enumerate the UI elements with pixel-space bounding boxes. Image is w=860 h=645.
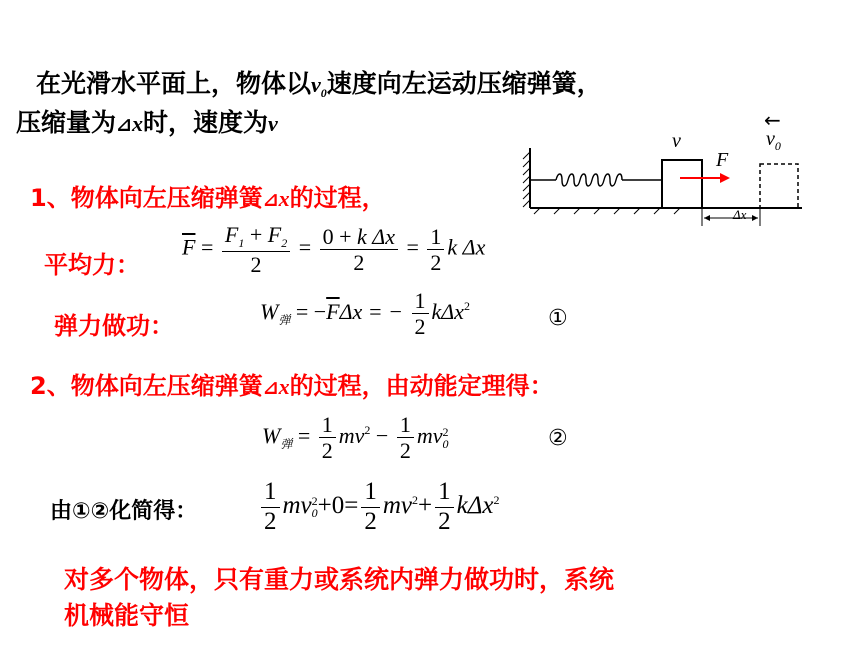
step1-heading: 1、物体向左压缩弹簧⊿x的过程， bbox=[30, 184, 386, 212]
spring-coil bbox=[556, 174, 622, 186]
avg-force-label: 平均力： bbox=[44, 251, 140, 279]
marker-1: ① bbox=[548, 306, 568, 331]
spring-work-equation: $W_弹 = -\overline{F}\Delta x$ = − $\frac{1}{2}$ kΔx$^2$ bbox=[260, 288, 470, 340]
intro-line-2 bbox=[16, 103, 278, 139]
intro-text-a: 在光滑水平面上，物体以 bbox=[36, 69, 312, 98]
diagram-arrow-left: ← bbox=[764, 108, 781, 132]
simplified-equation: $\frac{1}{2}$ mv 2 0 +0= $\frac{1}{2}$ $mv^2+$ $\frac{1}{2}$ kΔx$^2$ bbox=[258, 478, 500, 537]
work-energy-equation: $W_弹$ = $\frac{1}{2}$ $mv^2$ − $\frac{1}{2}$ mv 2 0 bbox=[262, 412, 449, 464]
intro-text-d: 时，速度为 bbox=[142, 108, 268, 137]
diagram-label-v: v bbox=[672, 130, 681, 152]
x-symbol: x bbox=[131, 111, 143, 136]
conclusion-line-2: 机械能守恒 bbox=[64, 601, 190, 630]
intro-text-b: 速度向左运动压缩弹簧， bbox=[326, 69, 602, 98]
simplify-label: 由①②化简得： bbox=[50, 499, 198, 524]
delta-symbol: ⊿ bbox=[116, 114, 132, 136]
intro-line-1 bbox=[36, 64, 602, 101]
conclusion-line-1: 对多个物体，只有重力或系统内弹力做功时，系统 bbox=[64, 565, 615, 594]
step2-heading: 2、物体向左压缩弹簧⊿x的过程，由动能定理得： bbox=[30, 372, 554, 400]
block bbox=[662, 160, 702, 208]
v0-symbol: $v_0$ bbox=[311, 72, 327, 100]
diagram-label-v0: $v_0$ bbox=[766, 128, 781, 153]
avg-force-equation: $\overline{F}$ = $\frac{F_1 + F_2}{2}$ = $\frac{\text{0 + k Δx}}{2}$ = $\frac{1}{2}$ k Δx bbox=[182, 222, 486, 277]
intro-text-c: 压缩量为 bbox=[16, 108, 117, 137]
spring-work-label: 弹力做功： bbox=[54, 312, 174, 340]
diagram-label-F: F bbox=[716, 149, 729, 171]
v-symbol: v bbox=[267, 111, 278, 136]
dashed-block bbox=[760, 164, 798, 208]
marker-2: ② bbox=[548, 426, 568, 451]
diagram-label-dx: Δx bbox=[733, 207, 747, 222]
